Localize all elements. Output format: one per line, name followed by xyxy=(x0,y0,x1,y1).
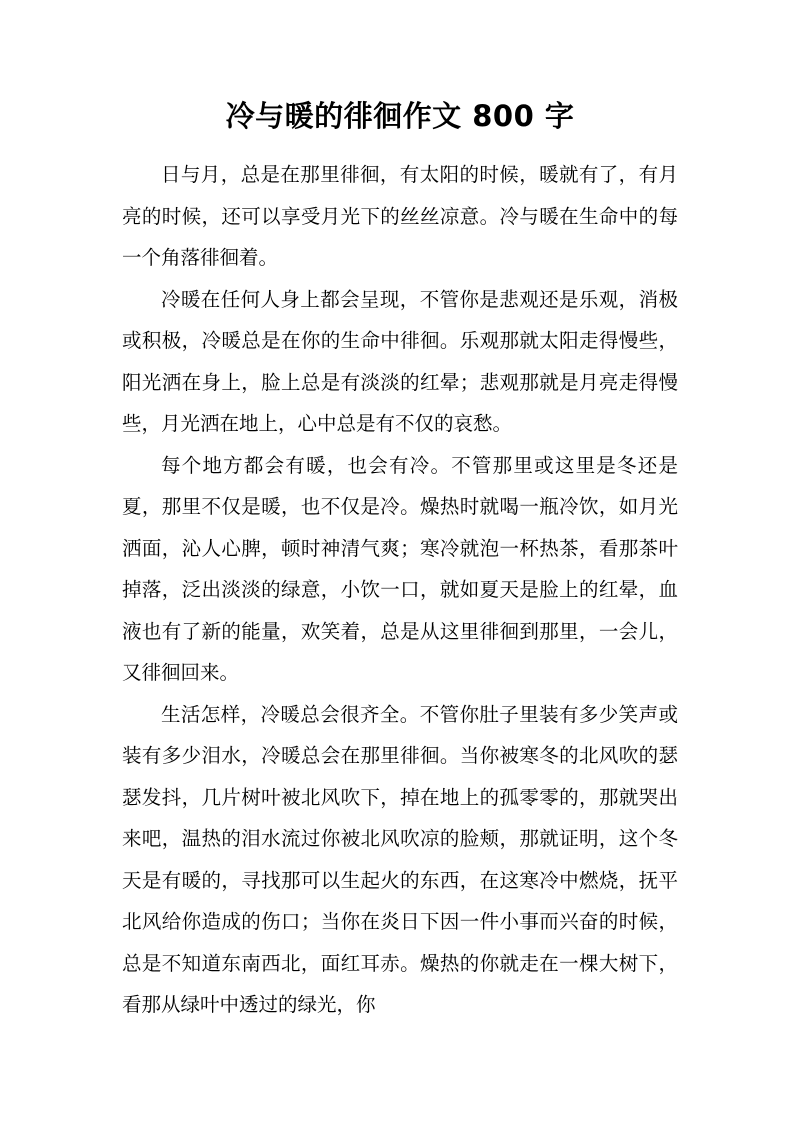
paragraph-1: 日与月，总是在那里徘徊，有太阳的时候，暖就有了，有月亮的时候，还可以享受月光下的丝丝凉意。冷与暖在生命中的每一个角落徘徊着。 xyxy=(122,163,678,269)
page-title: 冷与暖的徘徊作文 800 字 xyxy=(225,99,575,133)
paragraph-4: 生活怎样，冷暖总会很齐全。不管你肚子里装有多少笑声或装有多少泪水，冷暖总会在那里徘徊。当你被寒冬的北风吹的瑟瑟发抖，几片树叶被北风吹下，掉在地上的孤零零的，那就哭出来吧，温热的泪水流过你被北风吹凉的脸颊，那就证明，这个冬天是有暖的，寻找那可以生起火的东西，在这寒冷中燃烧，抚平北风给你造成的伤口；当你在炎日下因一件小事而兴奋的时候，总是不知道东南西北，面红耳赤。燥热的你就走在一棵大树下，看那从绿叶中透过的绿光，你 xyxy=(122,702,678,1016)
paragraph-3: 每个地方都会有暖，也会有冷。不管那里或这里是冬还是夏，那里不仅是暖，也不仅是冷。燥热时就喝一瓶冷饮，如月光洒面，沁人心脾，顿时神清气爽；寒冷就泡一杯热茶，看那茶叶掉落，泛出淡淡的绿意，小饮一口，就如夏天是脸上的红晕，血液也有了新的能量，欢笑着，总是从这里徘徊到那里，一会儿，又徘徊回来。 xyxy=(122,453,678,684)
paragraph-2: 冷暖在任何人身上都会呈现，不管你是悲观还是乐观，消极或积极，冷暖总是在你的生命中徘徊。乐观那就太阳走得慢些，阳光洒在身上，脸上总是有淡淡的红晕；悲观那就是月亮走得慢些，月光洒在地上，心中总是有不仅的哀愁。 xyxy=(122,287,678,435)
article-body xyxy=(122,154,678,1026)
